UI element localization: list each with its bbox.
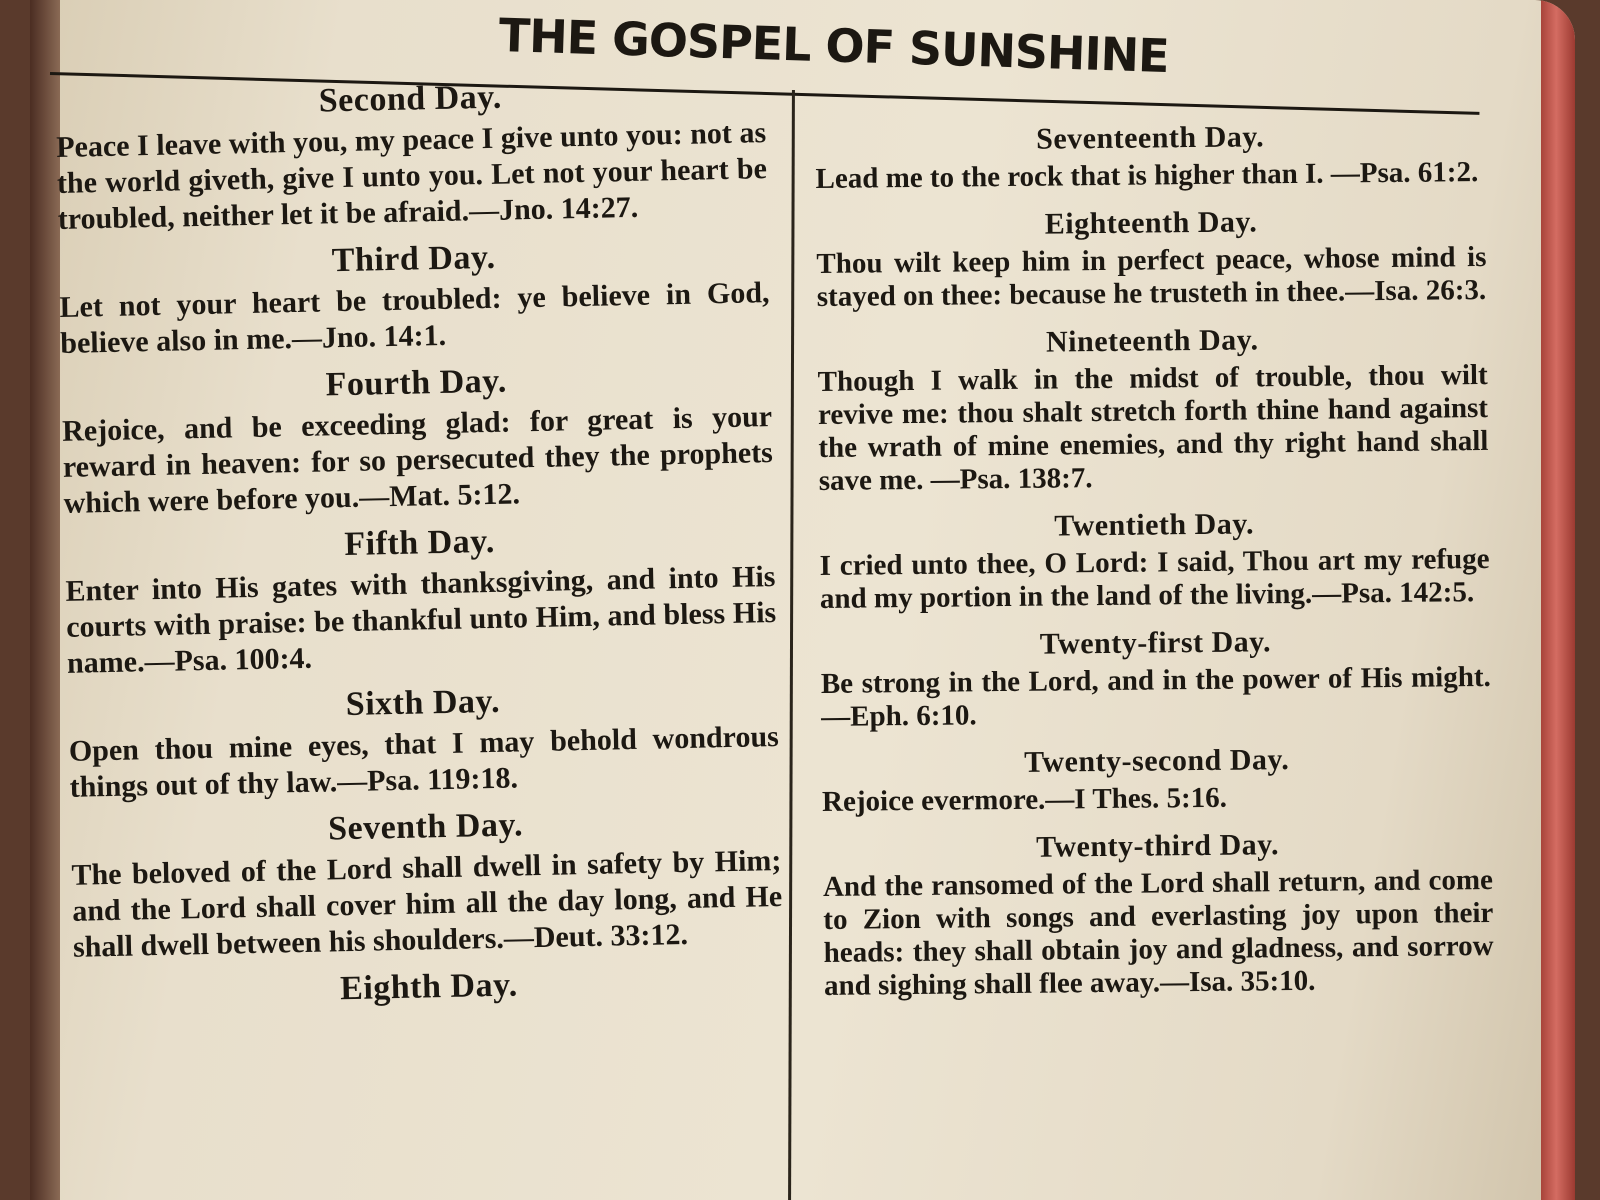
devotion-entry [61,357,774,522]
devotion-entry [820,623,1491,734]
devotion-entry [817,321,1489,498]
verse-text: Lead me to the rock that is higher than I. —Psa. 61:2. [815,156,1479,195]
verse-text: Though I walk in the midst of trouble, thou wilt revive me: thou shalt stretch forth thine hand against the wrath of mine enemies, and thy right hand shall save me. —Psa. 138:7. [817,358,1489,497]
book-gutter-shadow [30,0,60,1200]
day-heading: Seventeenth Day. [1035,120,1265,156]
day-heading: Third Day. [331,238,496,280]
devotion-entry [816,203,1487,314]
verse-text: Rejoice, and be exceeding glad: for great is your reward in heaven: for so persecuted they the prophets which were before you.—Mat. 5:12. [61,400,774,520]
column-divider [788,90,795,1200]
day-heading: Twentieth Day. [1054,507,1255,543]
day-heading: Sixth Day. [345,682,501,724]
devotion-entry [68,677,780,806]
verse-text: Thou wilt keep him in perfect peace, whose mind is stayed on thee: because he trusteth in thee.—Isa. 26:3. [816,240,1487,313]
day-heading: Fourth Day. [325,362,508,404]
devotion-entry [64,517,777,682]
verse-text: Enter into His gates with thanksgiving, and into His courts with praise: be thankful unto Him, and bless His name.—Psa. 100:4. [65,560,777,680]
book-cover-edge [1541,0,1575,1200]
day-heading: Twenty-first Day. [1039,625,1272,661]
verse-text: I cried unto thee, O Lord: I said, Thou art my refuge and my portion in the land of the living.—Psa. 142:5. [819,542,1490,615]
left-column [55,73,784,1024]
right-column [815,118,1494,1017]
verse-text: Let not your heart be troubled: ye believe in God, believe also in me.—Jno. 14:1. [59,276,770,360]
day-heading: Eighteenth Day. [1044,205,1258,241]
devotion-entry [55,73,768,238]
devotion-entry [819,505,1490,616]
day-heading: Twenty-third Day. [1035,828,1280,864]
day-heading: Second Day. [318,78,503,120]
day-heading: Nineteenth Day. [1045,323,1259,359]
devotion-entry [822,741,1493,819]
day-heading: Fifth Day. [344,522,496,564]
verse-text: Rejoice evermore.—I Thes. 5:16. [821,781,1228,818]
devotion-entry [70,801,783,966]
devotion-entry [58,233,770,362]
verse-text: And the ransomed of the Lord shall return, and come to Zion with songs and everlasting joy upon their heads: they shall obtain joy and gladness, and sorrow and sighing shall flee away.—Isa. 35:10. [822,863,1494,1002]
day-heading: Twenty-second Day. [1023,743,1290,779]
devotion-entry [815,118,1486,196]
book-page [30,0,1575,1200]
devotion-entry [822,826,1494,1003]
running-head: THE GOSPEL OF SUNSHINE [498,7,1170,84]
verse-text: The beloved of the Lord shall dwell in safety by Him; and the Lord shall cover him all the day long, and He shall dwell between his shoulders.—Deut. 33:12. [71,843,783,964]
verse-text: Be strong in the Lord, and in the power of His might.—Eph. 6:10. [820,660,1491,733]
day-heading: Seventh Day. [327,806,524,848]
verse-text: Open thou mine eyes, that I may behold wondrous things out of thy law.—Psa. 119:18. [68,719,780,804]
day-heading: Eighth Day. [339,966,518,1008]
devotion-entry [74,961,785,1014]
verse-text: Peace I leave with you, my peace I give unto you: not as the world giveth, give I unto you. Let not your heart be troubled, neither let it be afraid.—Jno. 14:27. [55,116,768,236]
